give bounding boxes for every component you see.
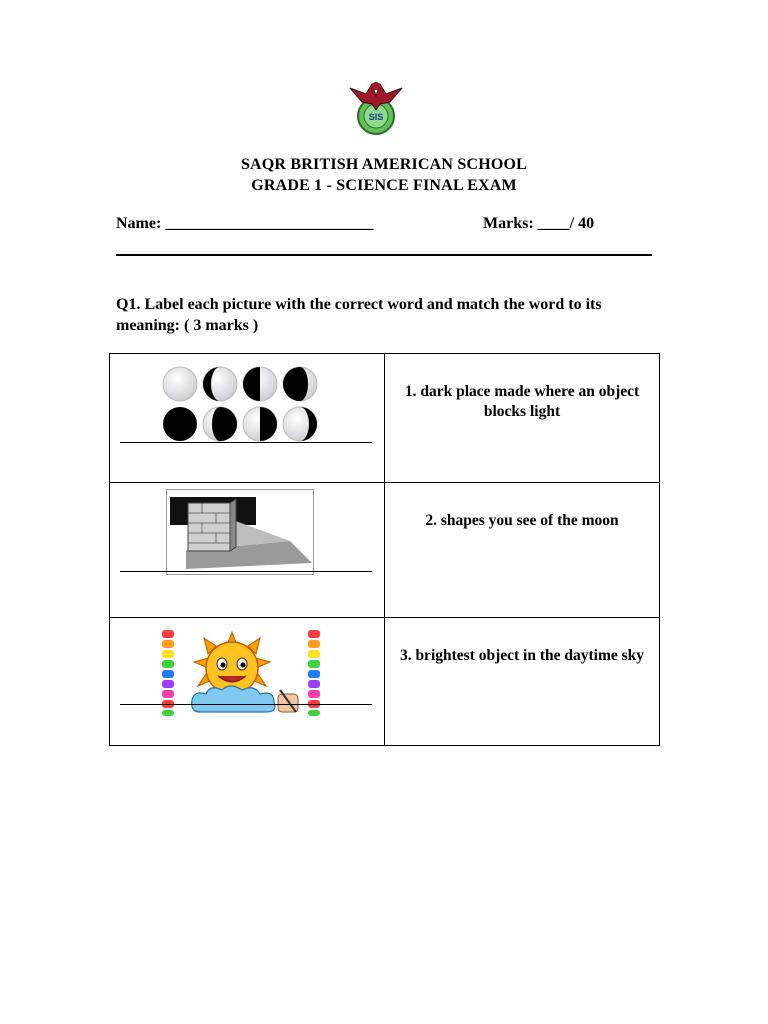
svg-text:SIS: SIS bbox=[368, 112, 384, 122]
marks-field: Marks: ____/ 40 bbox=[483, 215, 595, 232]
meaning-text: 2. shapes you see of the moon bbox=[425, 512, 619, 529]
answer-line[interactable] bbox=[120, 442, 372, 443]
moon-phases-image bbox=[162, 364, 318, 444]
table-row bbox=[110, 618, 660, 746]
picture-cell bbox=[110, 354, 385, 483]
answer-line[interactable] bbox=[120, 571, 372, 572]
meaning-cell bbox=[385, 483, 660, 618]
picture-cell bbox=[110, 618, 385, 746]
school-name: SAQR BRITISH AMERICAN SCHOOL bbox=[240, 156, 528, 173]
meaning-cell bbox=[385, 354, 660, 483]
answer-line[interactable] bbox=[120, 704, 372, 705]
table-row bbox=[110, 483, 660, 618]
meaning-text: 1. dark place made where an object blocks light bbox=[404, 383, 640, 420]
wall-shadow-image bbox=[166, 489, 314, 575]
school-logo bbox=[344, 74, 408, 138]
picture-cell bbox=[110, 483, 385, 618]
meaning-text: 3. brightest object in the daytime sky bbox=[399, 647, 645, 664]
question-1-prompt: Q1. Label each picture with the correct word and match the word to its meaning: ( 3 marks ) bbox=[116, 296, 602, 334]
name-field[interactable]: Name: __________________________ bbox=[116, 215, 374, 232]
exam-title: GRADE 1 - SCIENCE FINAL EXAM bbox=[251, 177, 517, 194]
table-row bbox=[110, 354, 660, 483]
divider bbox=[116, 254, 652, 256]
matching-table bbox=[109, 353, 660, 746]
meaning-cell bbox=[385, 618, 660, 746]
